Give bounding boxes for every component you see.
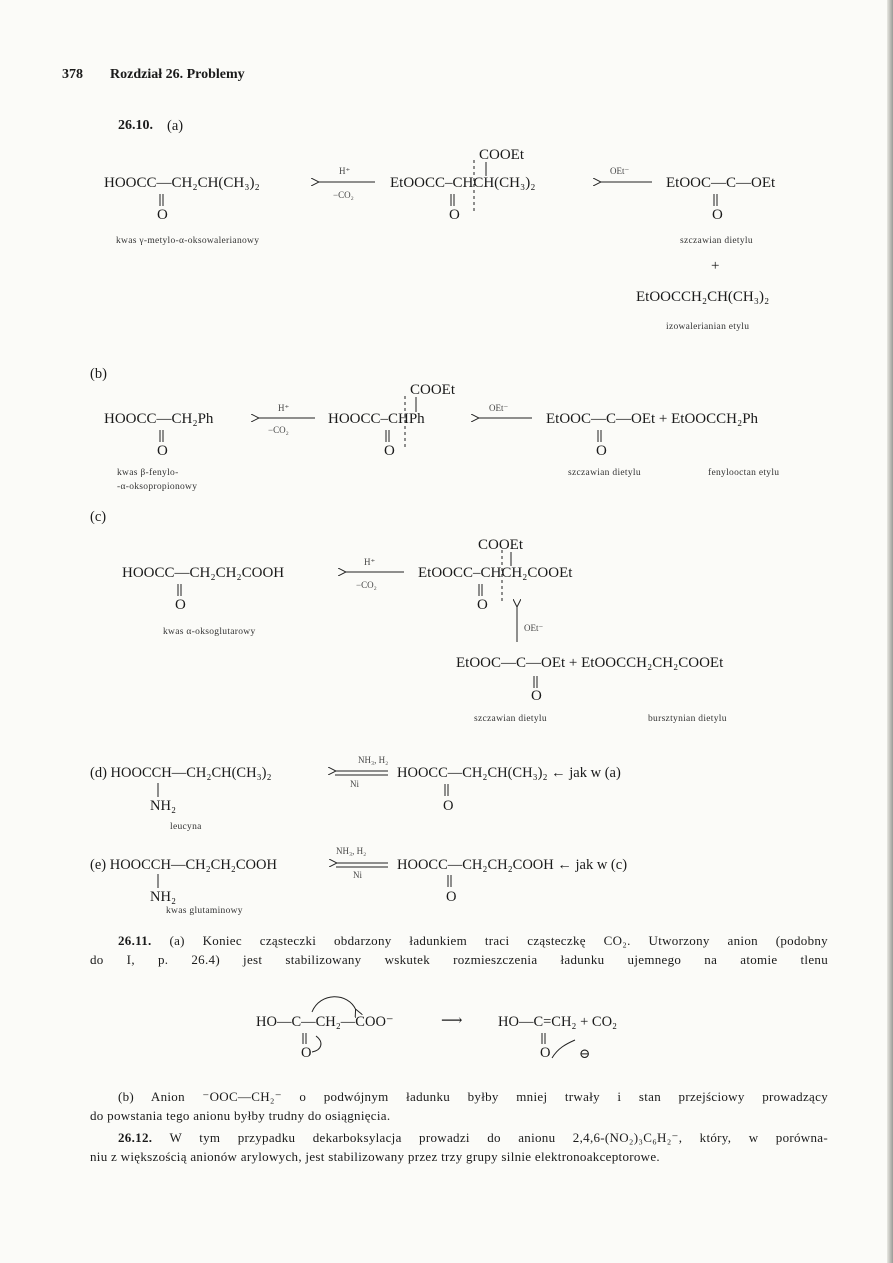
mechanism-right-oxygen: O bbox=[540, 1045, 551, 1061]
c-cooet: COOEt bbox=[478, 537, 523, 553]
c-reagent-acid: H⁺ bbox=[364, 557, 376, 567]
e-amino-group: NH₂ bbox=[150, 889, 176, 905]
a-ester-name: izowalerianian etylu bbox=[666, 322, 750, 332]
b-product-formula: HOOCC—CH₂Ph bbox=[104, 411, 214, 427]
b-reactants-formula: EtOOC—C—OEt + EtOOCCH₂Ph bbox=[546, 411, 759, 427]
mechanism-curved-arrow-top bbox=[312, 997, 356, 1012]
d-oxygen: O bbox=[443, 798, 454, 814]
c-intermediate-oxygen: O bbox=[477, 597, 488, 613]
mechanism-right-formula: HO—C=CH₂ + CO₂ bbox=[498, 1014, 618, 1030]
problem-number-26-12: 26.12. bbox=[118, 1130, 153, 1145]
mechanism-negative-charge: ⊖ bbox=[579, 1046, 591, 1061]
mechanism-arrow: ⟶ bbox=[441, 1013, 463, 1029]
problem-number-26-10: 26.10. bbox=[118, 118, 153, 133]
c-product-name: kwas α-oksoglutarowy bbox=[163, 627, 256, 637]
a-diethyl-oxalate-formula: EtOOC—C—OEt bbox=[666, 175, 776, 191]
c-oxalate-name: szczawian dietylu bbox=[474, 714, 547, 724]
mechanism-left-formula: HO—C—CH₂—COO⁻ bbox=[256, 1014, 394, 1030]
b-product-name-line2: -α-oksopropionowy bbox=[117, 482, 198, 492]
paragraph-26-11-b-line2: do powstania tego anionu byłby trudny do osiągnięcia. bbox=[90, 1108, 391, 1123]
d-reagent: NH₃, H₂ bbox=[358, 755, 389, 765]
e-glutamic-acid-formula: (e) HOOCCH—CH₂CH₂COOH bbox=[90, 857, 277, 873]
a-intermediate-oxygen: O bbox=[449, 207, 460, 223]
running-title: Rozdział 26. Problemy bbox=[110, 67, 245, 82]
paragraph-26-11-b-line1: (b) Anion ⁻OOC—CH₂⁻ o podwójnym ładunku byłby mniej trwały i stan przejściowy prowadzący bbox=[118, 1089, 828, 1104]
part-b-label: (b) bbox=[90, 366, 107, 382]
a-product-oxygen: O bbox=[157, 207, 168, 223]
mechanism-charge-arrow bbox=[552, 1040, 575, 1058]
mechanism-curved-arrow-bottom bbox=[312, 1036, 321, 1052]
b-intermediate-formula: HOOCC–CHPh bbox=[328, 411, 425, 427]
d-keto-acid-formula: HOOCC—CH₂CH(CH₃)₂ ← jak w (a) bbox=[397, 765, 621, 781]
b-reagent-ethoxide: OEt⁻ bbox=[489, 403, 509, 413]
paragraph-26-12-line1: 26.12. W tym przypadku dekarboksylacja prowadzi do anionu 2,4,6-(NO₂)₃C₆H₂⁻, który, w porówna- bbox=[118, 1130, 828, 1145]
b-ester-name: fenylooctan etylu bbox=[708, 468, 780, 478]
c-reagent-ethoxide: OEt⁻ bbox=[524, 623, 544, 633]
a-reagent-decarboxylation: −CO₂ bbox=[333, 190, 354, 200]
b-reagent-acid: H⁺ bbox=[278, 403, 290, 413]
part-c-label: (c) bbox=[90, 509, 107, 525]
e-catalyst: Ni bbox=[353, 870, 362, 880]
e-glutamic-acid-name: kwas glutaminowy bbox=[166, 906, 243, 916]
b-cooet: COOEt bbox=[410, 382, 455, 398]
b-intermediate-oxygen: O bbox=[384, 443, 395, 459]
b-reagent-decarboxylation: −CO₂ bbox=[268, 425, 289, 435]
a-cooet: COOEt bbox=[479, 147, 524, 163]
e-reagent: NH₃, H₂ bbox=[336, 846, 367, 856]
a-intermediate-formula: EtOOCC–CHCH(CH₃)₂ bbox=[390, 175, 536, 191]
paragraph-26-12-line2: niu z większością anionów arylowych, jest stabilizowany przez trzy grupy silnie elektronoakceptorowe. bbox=[90, 1149, 660, 1164]
a-reagent-ethoxide: OEt⁻ bbox=[610, 166, 630, 176]
b-product-name-line1: kwas β-fenylo- bbox=[117, 468, 179, 478]
a-product-formula: HOOCC—CH₂CH(CH₃)₂ bbox=[104, 175, 260, 191]
c-product-oxygen: O bbox=[175, 597, 186, 613]
d-leucine-name: leucyna bbox=[170, 822, 202, 832]
part-a-label: (a) bbox=[167, 118, 184, 134]
c-reactants-formula: EtOOC—C—OEt + EtOOCCH₂CH₂COOEt bbox=[456, 655, 724, 671]
c-ester-name: bursztynian dietylu bbox=[648, 714, 727, 724]
a-oxalate-oxygen: O bbox=[712, 207, 723, 223]
problem-number-26-11: 26.11. bbox=[118, 933, 152, 948]
d-leucine-formula: (d) HOOCCH—CH₂CH(CH₃)₂ bbox=[90, 765, 272, 781]
b-product-oxygen: O bbox=[157, 443, 168, 459]
e-keto-acid-formula: HOOCC—CH₂CH₂COOH ← jak w (c) bbox=[397, 857, 628, 873]
mechanism-left-oxygen: O bbox=[301, 1045, 312, 1061]
a-plus-sign: + bbox=[711, 258, 720, 274]
c-product-formula: HOOCC—CH₂CH₂COOH bbox=[122, 565, 285, 581]
a-oxalate-name: szczawian dietylu bbox=[680, 236, 753, 246]
page-number: 378 bbox=[62, 67, 83, 82]
d-amino-group: NH₂ bbox=[150, 798, 176, 814]
paragraph-26-11-a-line2: do I, p. 26.4) jest stabilizowany wskutek rozmieszczenia ładunku ujemnego na atomie tlenu bbox=[90, 952, 828, 967]
c-intermediate-formula: EtOOCC–CHCH₂COOEt bbox=[418, 565, 573, 581]
paragraph-26-11-a-line1: 26.11. (a) Koniec cząsteczki obdarzony ładunkiem traci cząsteczkę CO₂. Utworzony anion (podobny bbox=[118, 933, 828, 948]
d-catalyst: Ni bbox=[350, 779, 359, 789]
c-oxalate-oxygen: O bbox=[531, 688, 542, 704]
a-ester-formula: EtOOCCH₂CH(CH₃)₂ bbox=[636, 289, 770, 305]
c-reagent-decarboxylation: −CO₂ bbox=[356, 580, 377, 590]
a-product-name: kwas γ-metylo-α-oksowalerianowy bbox=[116, 236, 260, 246]
e-oxygen: O bbox=[446, 889, 457, 905]
b-oxalate-name: szczawian dietylu bbox=[568, 468, 641, 478]
a-reagent-acid: H⁺ bbox=[339, 166, 351, 176]
b-oxalate-oxygen: O bbox=[596, 443, 607, 459]
